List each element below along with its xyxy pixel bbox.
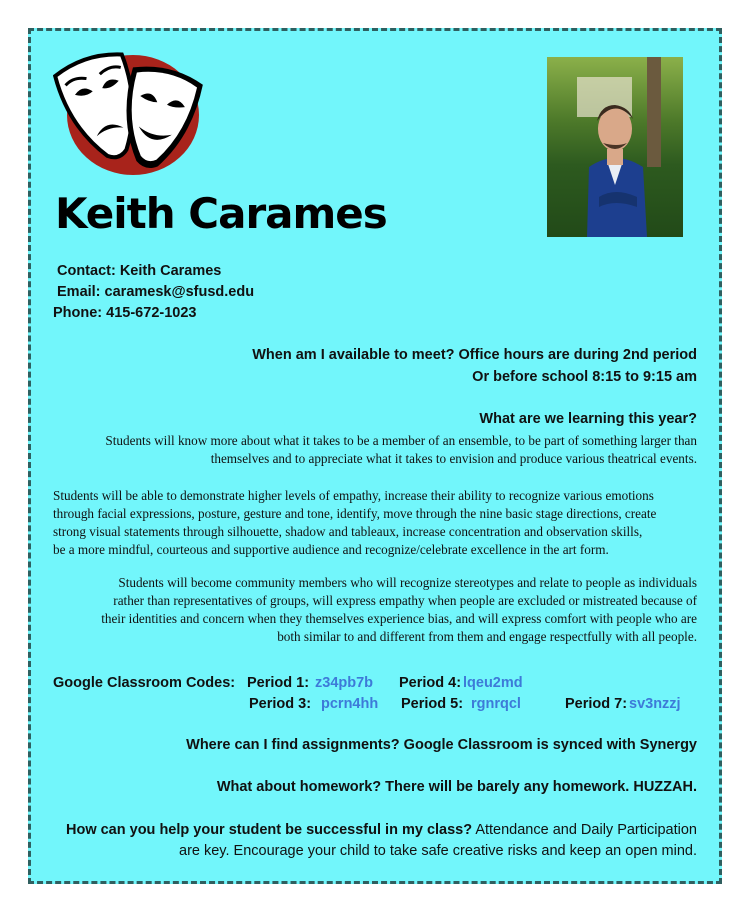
- help-section: [57, 820, 697, 862]
- p3-line-3: their identities and concern when they themselves experience bias, and will express comfort with people who are: [101, 611, 697, 626]
- p3-line-2: rather than representatives of groups, will express empathy when people are excluded or mistreated because of: [113, 593, 697, 608]
- p3-line-1: Students will become community members who will recognize stereotypes and relate to people as individuals: [118, 575, 697, 590]
- period-4-code[interactable]: lqeu2md: [463, 675, 523, 691]
- phone-line: Phone: 415-672-1023: [53, 305, 197, 321]
- email-line: Email: caramesk@sfusd.edu: [57, 284, 255, 300]
- office-hours-line-1: When am I available to meet? Office hours are during 2nd period: [252, 347, 697, 363]
- teacher-name: Keith Carames: [55, 189, 387, 238]
- learning-paragraph-2: [53, 487, 713, 559]
- contact-line: Contact: Keith Carames: [57, 263, 222, 279]
- p2-line-1: Students will be able to demonstrate higher levels of empathy, increase their ability to recognize various emotions: [53, 488, 654, 503]
- help-answer-1: Attendance and Daily Participation: [472, 822, 697, 838]
- period-3-code[interactable]: pcrn4hh: [321, 696, 379, 712]
- info-card: [28, 28, 722, 884]
- p2-line-2: through facial expressions, posture, gesture and tone, identify, move through the nine basic stage directions, create: [53, 506, 657, 521]
- period-3-label: Period 3:: [249, 696, 312, 712]
- period-5-code[interactable]: rgnrqcl: [471, 696, 521, 712]
- p1-line-2: themselves and to appreciate what it takes to envision and produce various theatrical events.: [210, 451, 697, 466]
- p2-line-3: strong visual statements through silhouette, shadow and tableaux, increase concentration and observation skills,: [53, 524, 643, 539]
- p2-line-4: be a more mindful, courteous and supportive audience and recognize/celebrate excellence in the art form.: [53, 542, 609, 557]
- period-7-label: Period 7:: [565, 696, 628, 712]
- period-1-label: Period 1:: [247, 675, 310, 691]
- period-1-code[interactable]: z34pb7b: [315, 675, 374, 691]
- theater-masks-icon: [53, 45, 203, 185]
- learning-paragraph-1: [37, 432, 697, 468]
- learning-paragraph-3: [37, 574, 697, 646]
- period-5-label: Period 5:: [401, 696, 464, 712]
- teacher-photo: [547, 57, 683, 237]
- homework-line: What about homework? There will be barely any homework. HUZZAH.: [216, 779, 697, 795]
- classroom-codes-label: Google Classroom Codes:: [53, 675, 236, 691]
- help-answer-2: are key. Encourage your child to take safe creative risks and keep an open mind.: [179, 843, 697, 859]
- p3-line-4: both similar to and different from them and engage respectfully with all people.: [277, 629, 697, 644]
- help-line-1: [57, 820, 697, 841]
- p1-line-1: Students will know more about what it takes to be a member of an ensemble, to be part of something larger than: [105, 433, 697, 448]
- period-4-label: Period 4:: [399, 675, 462, 691]
- assignments-line: Where can I find assignments? Google Classroom is synced with Synergy: [186, 737, 697, 753]
- period-7-code[interactable]: sv3nzzj: [629, 696, 681, 712]
- help-question: How can you help your student be successful in my class?: [65, 822, 473, 838]
- learning-heading: What are we learning this year?: [479, 411, 697, 427]
- office-hours-line-2: Or before school 8:15 to 9:15 am: [472, 369, 697, 385]
